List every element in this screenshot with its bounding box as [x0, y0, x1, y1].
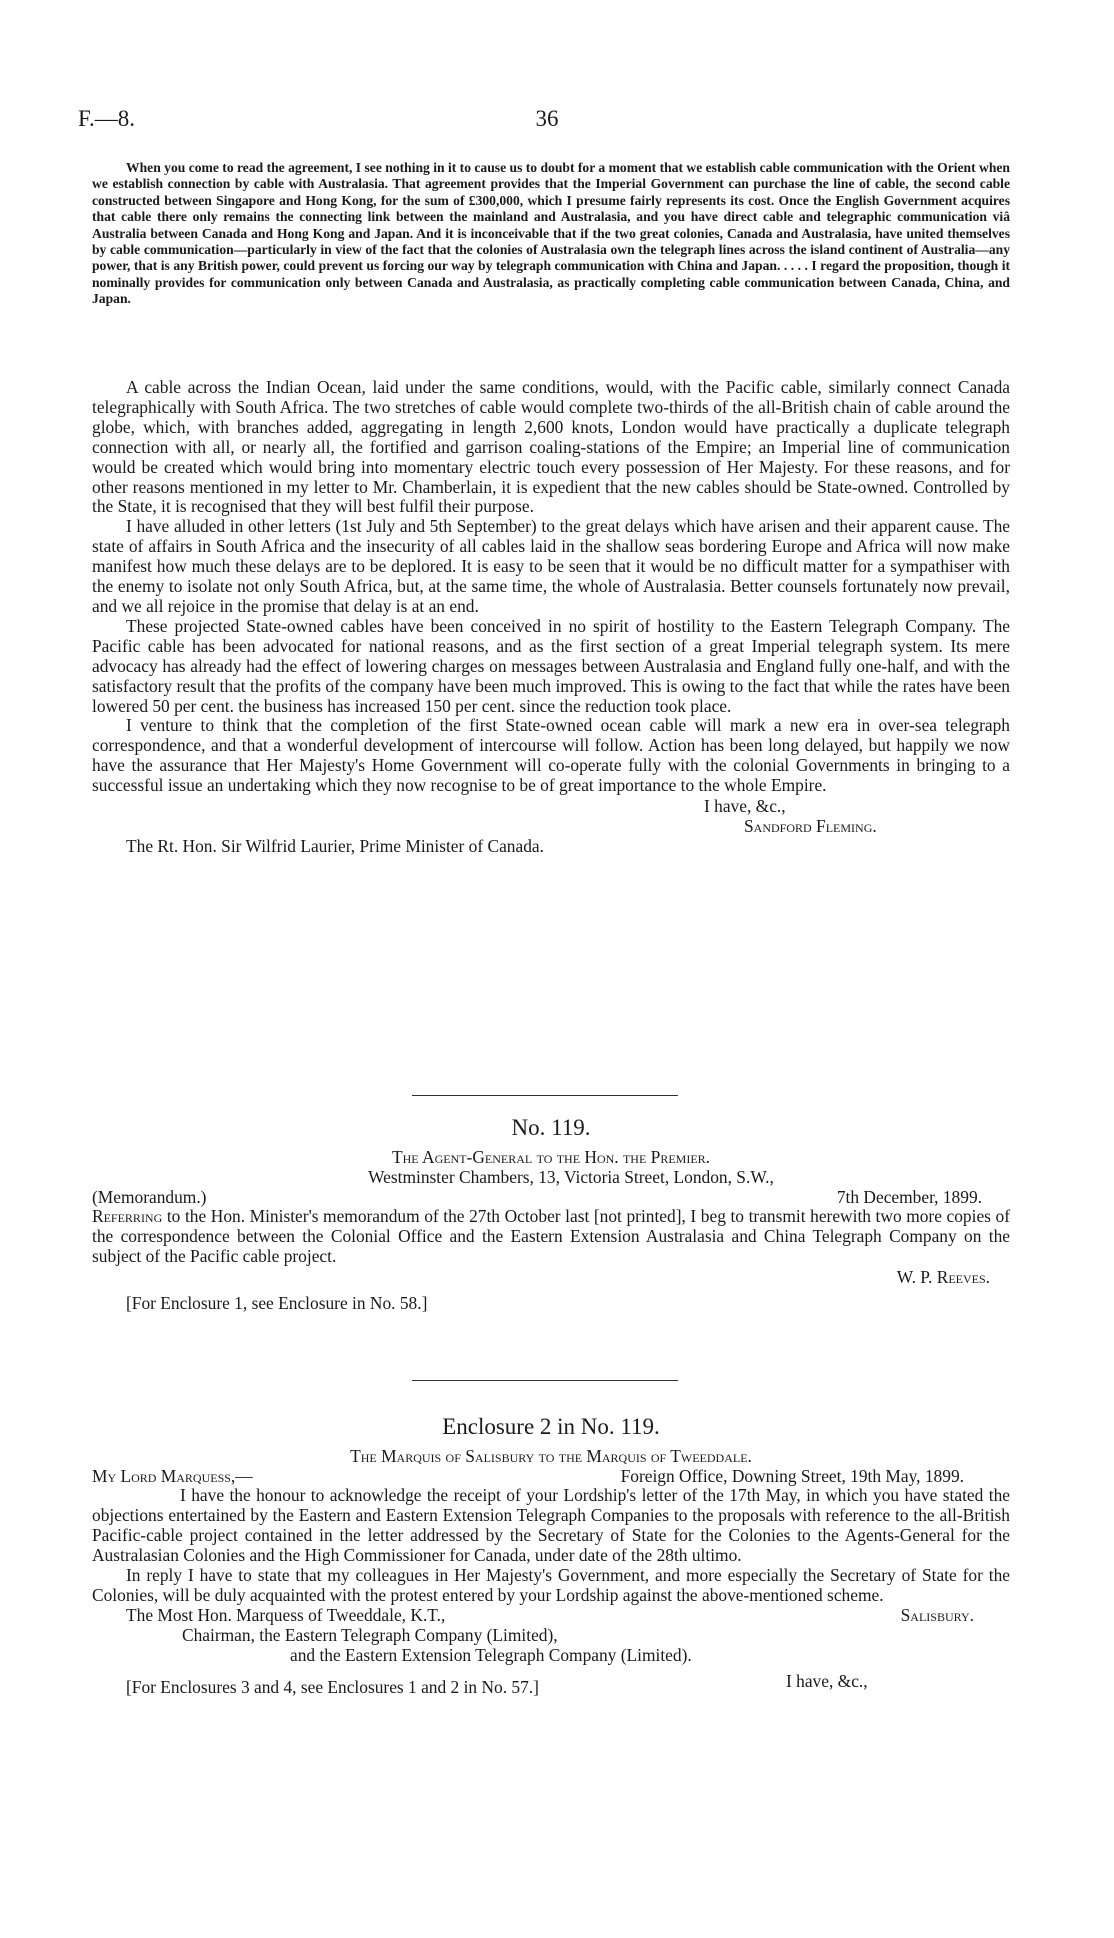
paragraph-delays: I have alluded in other letters (1st July and 5th September) to the great delays which have arisen and their apparent cause. The state of affairs in South Africa and the insecurity of all cables laid in the shallow seas bordering Europe and Africa will now make manifest how much these delays are to be deplored. It is easy to be seen that it would be no difficult matter for a sympathiser with the enemy to isolate not only South Africa, but, at the same time, the whole of Australasia. Better counsels fortunately now prevail, and we all rejoice in the promise that delay is at an end. [92, 516, 1010, 616]
signature-reeves: W. P. Reeves. [896, 1266, 990, 1287]
document-reference: F.—8. [78, 106, 135, 131]
from-to-line: The Agent-General to the Hon. the Premier. [392, 1147, 710, 1167]
enclosure-note-1: [For Enclosure 1, see Enclosure in No. 58.] [126, 1292, 428, 1313]
section-divider [412, 1095, 678, 1096]
memo-date-line [92, 1187, 1010, 1207]
memo-body [92, 1207, 1010, 1267]
addressee-chairman: Chairman, the Eastern Telegraph Company (Limited), [182, 1625, 558, 1646]
letter-body [92, 378, 1010, 856]
salutation-address-line [92, 1466, 1010, 1486]
memo-lead-word: Referring [92, 1206, 163, 1226]
closing-line: I have, &c., [704, 796, 786, 817]
addressee-extension: and the Eastern Extension Telegraph Company (Limited). [290, 1645, 692, 1666]
heading-enclosure-2: Enclosure 2 in No. 119. [442, 1414, 660, 1439]
memo-text: to the Hon. Minister's memorandum of the 27th October last [not printed], I beg to transmit herewith two more copies of the correspondence between the Colonial Office and the Eastern Extension Australasia and China Telegraph Company on the subject of the Pacific cable project. [92, 1206, 1010, 1266]
addressee-laurier: The Rt. Hon. Sir Wilfrid Laurier, Prime Minister of Canada. [126, 836, 544, 857]
closing-line-2: I have, &c., [786, 1671, 868, 1691]
section-divider-2 [412, 1380, 678, 1381]
page-header [78, 106, 1016, 138]
document-no-119 [92, 1115, 1010, 1313]
memorandum-label: (Memorandum.) [92, 1187, 207, 1207]
paragraph-new-era: I venture to think that the completion of the first State-owned ocean cable will mark a new era in over-sea telegraph correspondence, and that a wonderful development of intercourse will follow. Action has been long delayed, but happily we now have the assurance that Her Majesty's Home Government will co-operate fully with the colonial Governments in bringing to a successful issue an undertaking which they now recognise to be of great importance to the whole Empire. [92, 715, 1010, 796]
paragraph-state-owned: These projected State-owned cables have been conceived in no spirit of hostility to the Eastern Telegraph Company. The Pacific cable has been advocated for national reasons, and as the first section of a great Imperial telegraph system. Its mere advocacy has already had the effect of lowering charges on messages between Australasia and England fully one-half, and with the satisfactory result that the profits of the company have been much improved. This is owing to the fact that while the rates have been lowered 50 per cent. the business has increased 150 per cent. since the reduction took place. [92, 615, 1010, 716]
heading-no-119: No. 119. [511, 1115, 591, 1140]
page-number: 36 [535, 106, 559, 131]
salutation: My Lord Marquess,— [92, 1466, 253, 1486]
paragraph-acknowledge: I have the honour to acknowledge the receipt of your Lordship's letter of the 17th May, in which you have stated the objections entertained by the Eastern and Eastern Extension Telegraph Companies to the proposals with reference to the all-British Pacific-cable project contained in the letter addressed by the Secretary of State for the Colonies to the Agents-General for the Australasian Colonies and the High Commissioner for Canada, under date of the 28th ultimo. [92, 1485, 1010, 1565]
addressee-tweeddale: The Most Hon. Marquess of Tweeddale, K.T., [126, 1605, 446, 1626]
signature-fleming: Sandford Fleming. [744, 816, 877, 837]
from-to-line-2: The Marquis of Salisbury to the Marquis of Tweeddale. [350, 1446, 752, 1466]
memo-date: 7th December, 1899. [836, 1187, 982, 1207]
addressee-closing-line [92, 1605, 1010, 1625]
signature-salisbury: Salisbury. [900, 1605, 974, 1626]
paragraph-pacific-cable: A cable across the Indian Ocean, laid under the same conditions, would, with the Pacific cable, similarly connect Canada telegraphically with South Africa. The two stretches of cable would complete two-thirds of the all-British chain of cable around the globe, which, with branches added, aggregating in length 2,600 knots, London would have practically a duplicate telegraph connection with all, or nearly all, the fortified and garrison coaling-stations of the Empire; an Imperial line of communication would be created which would bring into momentary electric touch every possession of Her Majesty. For these reasons, and for other reasons mentioned in my letter to Mr. Chamberlain, it is expedient that the new cables should be State-owned. Controlled by the State, it is recognised that they will best fulfil their purpose. [92, 377, 1010, 517]
enclosure-note-3-4: [For Enclosures 3 and 4, see Enclosures 1 and 2 in No. 57.] [126, 1677, 539, 1698]
enclosure-2 [92, 1414, 1010, 1697]
paragraph-reply: In reply I have to state that my colleagues in Her Majesty's Government, and more especially the Secretary of State for the Colonies, will be duly acquainted with the protest entered by your Lordship against the above-mentioned scheme. [92, 1564, 1010, 1605]
quoted-speech [92, 160, 1010, 308]
sender-address-2: Foreign Office, Downing Street, 19th May, 1899. [620, 1466, 964, 1486]
quote-text: When you come to read the agreement, I see nothing in it to cause us to doubt for a moment that we establish cable communication with the Orient when we establish connection by cable with Australasia. That agreement provides that the Imperial Government can purchase the line of cable, the second cable constructed between Singapore and Hong Kong, for the sum of £300,000, which I presume fairly represents its cost. Once the English Government acquires that cable there only remains the connecting link between the mainland and Australasia, and you have direct cable and telegraphic communication viâ Australia between Canada and Hong Kong and Japan. And it is inconceivable that if the two great colonies, Canada and Australasia, have united themselves by cable communication—particularly in view of the fact that the colonies of Australasia own the telegraph lines across the island continent of Australia—any power, that is any British power, could prevent us forcing our way by telegraph communication with China and Japan. . . . . I regard the proposition, though it nominally provides for communication only between Canada and Australasia, as practically completing cable communication between Canada, China, and Japan. [92, 160, 1010, 307]
sender-address: Westminster Chambers, 13, Victoria Street, London, S.W., [368, 1167, 774, 1187]
